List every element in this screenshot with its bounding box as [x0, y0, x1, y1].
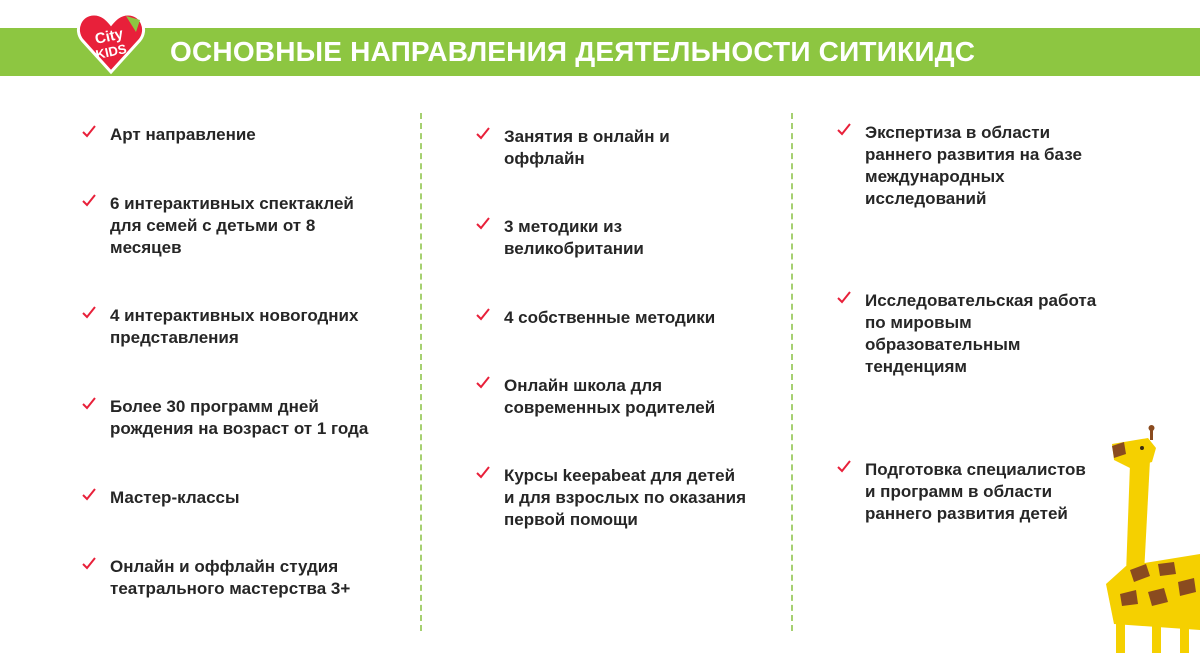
- list-item-text: 3 методики из великобритании: [504, 217, 644, 258]
- list-item-text: Курсы keepabeat для детей и для взрослых по оказания первой помощи: [504, 466, 747, 529]
- logo-text-top: City: [93, 25, 125, 48]
- list-item-text: Онлайн школа для современных родителей: [504, 376, 716, 417]
- checkmark-icon: [476, 466, 490, 480]
- column-divider: [420, 113, 422, 631]
- list-item-text: Исследовательская работа по мировым образовательным тенденциям: [865, 291, 1097, 376]
- checkmark-icon: [82, 397, 96, 411]
- list-item-text: Онлайн и оффлайн студия театрального мастерства 3+: [110, 557, 351, 598]
- checkmark-icon: [837, 291, 851, 305]
- checkmark-icon: [82, 557, 96, 571]
- list-item-text: 4 интерактивных новогодних представления: [110, 306, 359, 347]
- checkmark-icon: [82, 488, 96, 502]
- list-item-text: Занятия в онлайн и оффлайн: [504, 127, 670, 168]
- giraffe-illustration: [1090, 424, 1200, 653]
- checkmark-icon: [476, 376, 490, 390]
- page-title: ОСНОВНЫЕ НАПРАВЛЕНИЯ ДЕЯТЕЛЬНОСТИ СИТИКИДС: [170, 36, 976, 67]
- checkmark-icon: [82, 125, 96, 139]
- list-item-text: Подготовка специалистов и программ в области раннего развития детей: [865, 460, 1086, 523]
- checkmark-icon: [82, 194, 96, 208]
- list-item-text: Арт направление: [110, 125, 256, 144]
- list-item-text: 4 собственные методики: [504, 308, 716, 327]
- checkmark-icon: [82, 306, 96, 320]
- list-item-text: Экспертиза в области раннего развития на базе международных исследований: [865, 123, 1082, 208]
- list-item-text: Более 30 программ дней рождения на возраст от 1 года: [110, 397, 369, 438]
- checkmark-icon: [476, 308, 490, 322]
- column-divider: [791, 113, 793, 631]
- checkmark-icon: [837, 123, 851, 137]
- list-item-text: 6 интерактивных спектаклей для семей с детьми от 8 месяцев: [110, 194, 354, 257]
- list-item-text: Мастер-классы: [110, 488, 240, 507]
- checkmark-icon: [476, 127, 490, 141]
- logo-text-bottom: KIDS: [94, 41, 128, 63]
- checkmark-icon: [837, 460, 851, 474]
- checkmark-icon: [476, 217, 490, 231]
- citykids-logo: [76, 10, 146, 76]
